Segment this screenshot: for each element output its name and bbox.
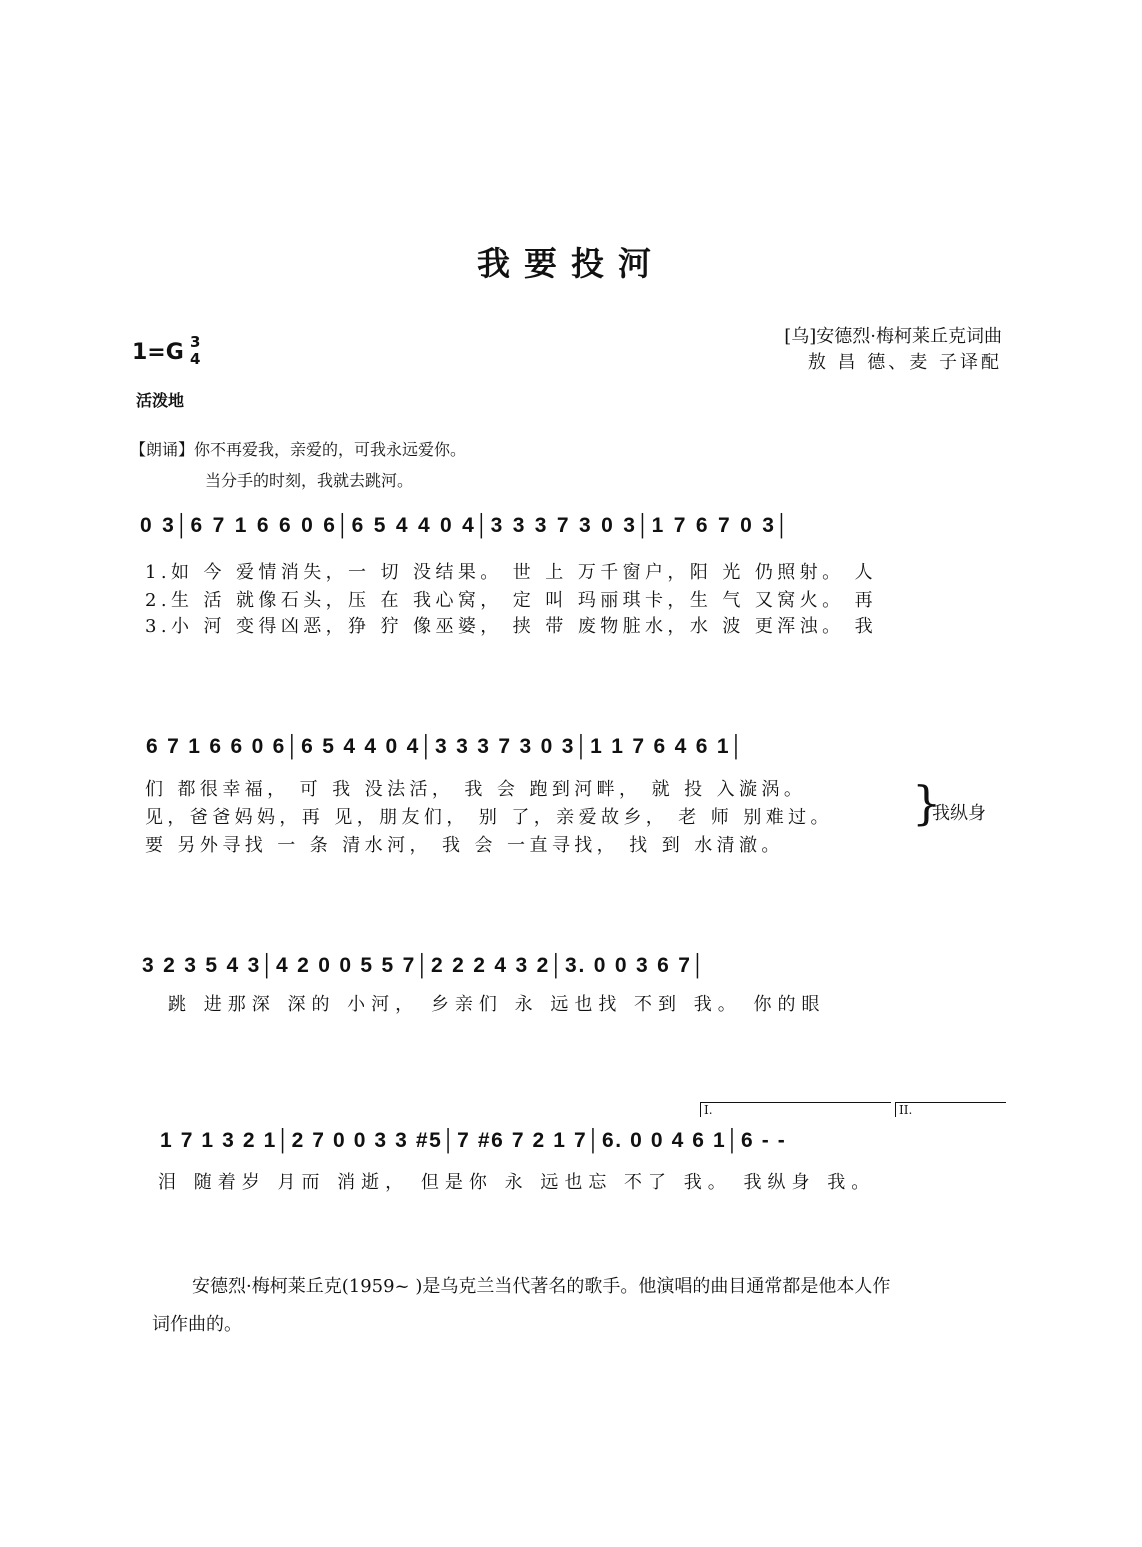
lyric-verse-3-line-2: 要 另外寻找 一 条 清水河， 我 会 一直寻找， 找 到 水清澈。 [145,835,784,856]
refrain-lyric-line-2: 泪 随着岁 月而 消逝， 但是你 永 远也忘 不了 我。 我纵身 我。 [158,1172,876,1193]
translator-credit: 敖 昌 德、麦 子译配 [807,352,1002,373]
composer-credit: [乌]安德烈·梅柯莱丘克词曲 [784,326,1002,347]
song-title: 我要投河 [477,244,665,283]
meter-top: 3 [190,333,201,351]
refrain-lead-lyric: 我纵身 [932,803,986,824]
lyric-verse-2-line-1: 2.生 活 就像石头，压 在 我心窝， 定 叫 玛丽琪卡，生 气 又窝火。 再 [145,590,877,611]
notation-system-2: 6 7 1 6 6 0 6│6 5 4 4 0 4│3 3 3 7 3 0 3│1 1 7 6 4 6 1│ [146,735,746,758]
volta-label-2: II. [899,1103,913,1117]
notation-system-1: 0 3│6 7 1 6 6 0 6│6 5 4 4 0 4│3 3 3 7 3 0 3│1 7 6 7 0 3│ [140,514,791,537]
key-signature: 1=G [132,340,184,365]
notation-system-3: 3 2 3 5 4 3│4 2 0 0 5 5 7│2 2 2 4 3 2│3. 0 0 3 6 7│ [142,954,707,977]
footnote-line-2: 词作曲的。 [152,1314,242,1335]
notation-system-4: 1 7 1 3 2 1│2 7 0 0 3 3 #5│7 #6 7 2 1 7│6. 0 0 4 6 1│6 - - [160,1129,787,1152]
verse-brace: } [912,776,942,830]
volta-label-1: I. [704,1103,713,1117]
recitation-line-1: 【朗诵】你不再爱我，亲爱的，可我永远爱你。 [130,440,467,459]
lyric-verse-1-line-1: 1.如 今 爱情消失，一 切 没结果。 世 上 万千窗户，阳 光 仍照射。 人 [145,562,877,583]
tempo-marking: 活泼地 [136,391,185,410]
time-signature [190,334,200,368]
lyric-verse-2-line-2: 见，爸爸妈妈，再 见，朋友们， 别 了，亲爱故乡， 老 师 别难过。 [145,807,833,828]
footnote-line-1: 安德烈·梅柯莱丘克(1959~ )是乌克兰当代著名的歌手。他演唱的曲目通常都是他本人作 [192,1276,891,1297]
recitation-line-2: 当分手的时刻，我就去跳河。 [205,471,414,490]
refrain-lyric-line-1: 跳 进那深 深的 小河， 乡亲们 永 远也找 不到 我。 你的眼 [168,994,826,1015]
lyric-verse-1-line-2: 们 都很幸福， 可 我 没法活， 我 会 跑到河畔， 就 投 入漩涡。 [145,779,807,800]
meter-bottom: 4 [190,350,201,368]
lyric-verse-3-line-1: 3.小 河 变得凶恶，狰 狞 像巫婆， 挟 带 废物脏水，水 波 更浑浊。 我 [145,616,877,637]
volta-bracket-1 [700,1102,891,1117]
